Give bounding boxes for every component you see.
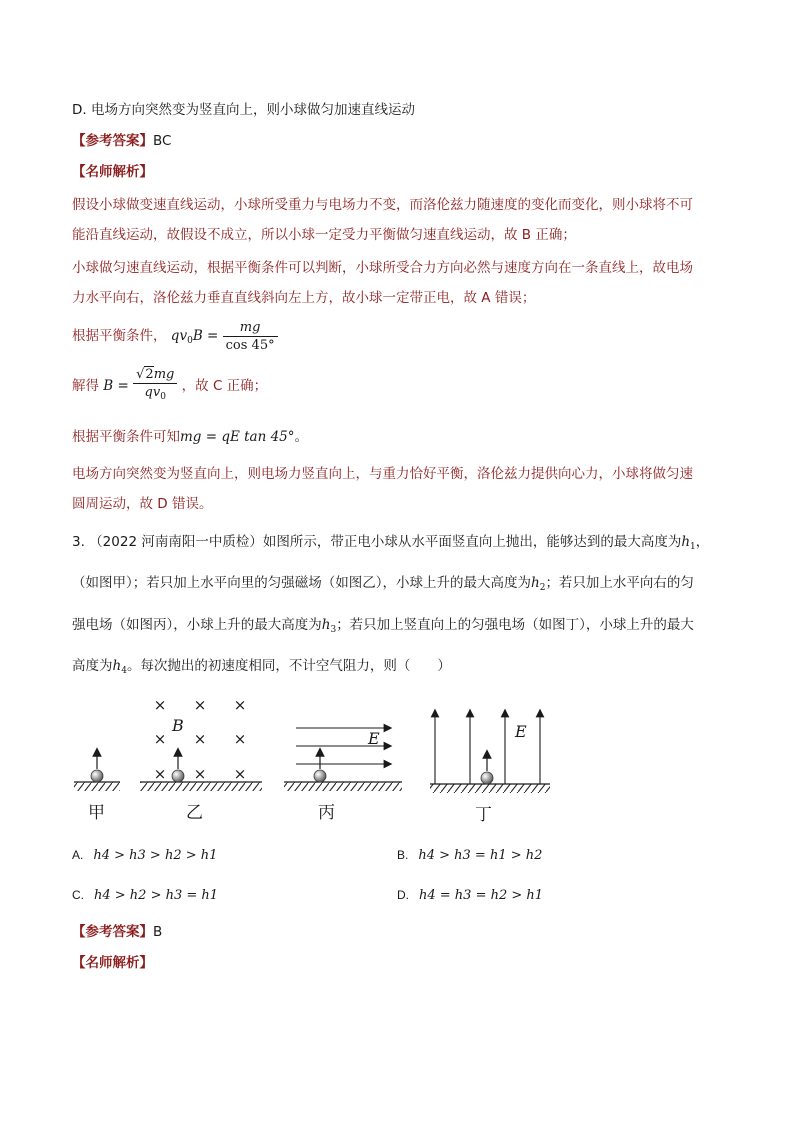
q3-analysis-label: 【名师解析】 [72,955,153,971]
eq1-lhs-sub: 0 [187,336,193,346]
option-b-text: h4 > h3 = h1 > h2 [418,848,543,863]
ball [172,770,184,782]
figure-yi [140,696,262,791]
q3-stem-4a: 高度为 [72,658,113,674]
magnetic-field-cross: × [233,730,247,748]
ground-hatch [140,782,262,791]
option-a-text: h4 > h3 > h2 > h1 [93,848,218,863]
figure-bing [284,728,402,791]
figure-label-bing: 丙 [318,803,335,823]
option-b[interactable] [397,846,542,865]
eq3-prefix: 根据平衡条件可知 [72,429,180,445]
figure-ding [430,713,550,793]
option-c[interactable] [72,886,218,905]
ball [481,772,493,784]
q3-stem-4b: 。每次抛出的初速度相同，不计空气阻力，则（ ） [126,658,451,674]
magnetic-field-cross: × [153,765,167,783]
q2-para1-line2: 能沿直线运动，故假设不成立，所以小球一定受力平衡做匀速直线运动，故 B 正确； [72,227,576,243]
option-c-text: h4 > h2 > h3 = h1 [94,888,219,903]
eq1-prefix: 根据平衡条件， [72,328,167,344]
q3-h3: h [321,617,331,633]
ground-hatch [74,782,120,791]
q3-stem-2a: （如图甲）；若只加上水平向里的匀强磁场（如图乙），小球上升的最大高度为 [72,575,531,591]
option-c-label: C. [72,888,84,902]
q3-stem-3b: ；若只加上竖直向上的匀强电场（如图丁），小球上升的最大 [336,617,694,633]
q3-h4-sub: 4 [121,666,127,676]
eq1-numerator: mg [223,319,278,337]
eq1-lhs-b: B = [192,328,219,344]
e-field-label: E [515,722,527,741]
figure-label-yi: 乙 [186,803,203,823]
q3-stem-1: 3. （2022 河南南阳一中质检）如图所示，带正电小球从水平面竖直向上抛出，能够达到的最大高度为 [72,534,682,550]
sqrt-symbol: √2 [136,367,154,382]
magnetic-field-cross: × [153,730,167,748]
eq2-suffix: ，故 C 正确； [181,378,268,394]
magnetic-field-cross: × [153,696,167,714]
magnetic-field-cross: × [233,765,247,783]
option-d-text: h4 = h3 = h2 > h1 [419,888,544,903]
q3-h3-sub: 3 [330,625,337,635]
q3-h2-sub: 2 [539,583,546,593]
q3-answer-line [72,922,162,942]
eq2-denominator-sub: 0 [160,392,166,402]
figure-jia [74,752,120,791]
figure-label-ding: 丁 [475,805,492,825]
magnetic-field-cross: × [233,696,247,714]
answer-label: 【参考答案】 [72,133,153,149]
q2-analysis-label: 【名师解析】 [72,164,153,180]
ground-hatch [284,782,402,791]
answer-value: B [153,924,163,940]
option-a-label: A. [72,848,84,862]
answer-label: 【参考答案】 [72,924,153,940]
eq3-formula: mg = qE tan 45° [180,429,295,445]
eq2-numerator-mg: mg [153,367,175,382]
ground-hatch [430,784,550,793]
q2-para2-line1: 小球做匀速直线运动，根据平衡条件可以判断，小球所受合力方向必然与速度方向在一条直线上，故电场 [72,260,693,276]
magnetic-field-cross: × [193,696,207,714]
eq1-denominator: cos 45° [225,337,275,353]
q3-h1-sub: 1 [690,542,696,552]
prev-option-d: D. 电场方向突然变为竖直向上，则小球做匀加速直线运动 [72,102,415,118]
q3-stem-3a: 强电场（如图丙），小球上升的最大高度为 [72,617,322,633]
e-field-label: E [368,729,380,748]
q3-stem-2b: ；若只加上水平向右的匀 [545,575,694,591]
option-d[interactable] [397,886,543,905]
q3-h2: h [531,575,540,591]
eq2-denominator: qv [144,385,161,400]
ball [314,770,326,782]
q3-h1: h [681,534,691,550]
q2-para6-line1: 电场方向突然变为竖直向上，则电场力竖直向上，与重力恰好平衡，洛伦兹力提供向心力，小球将做匀速 [72,466,693,482]
ball [91,770,103,782]
q2-para1-line1: 假设小球做变速直线运动，小球所受重力与电场力不变，而洛伦兹力随速度的变化而变化，则小球将不可 [72,197,693,213]
magnetic-field-cross: × [193,730,207,748]
figure-label-jia: 甲 [88,803,105,823]
eq3-suffix: 。 [294,429,309,445]
q3-h4: h [112,658,122,674]
option-d-label: D. [397,888,409,902]
eq2-lhs: B = [103,378,129,394]
magnetic-field-cross: × [193,765,207,783]
eq2-prefix: 解得 [72,378,99,394]
q2-para2-line2: 力水平向右，洛伦兹力垂直直线斜向左上方，故小球一定带正电，故 A 错误； [72,290,536,306]
b-field-label: B [172,716,184,735]
q2-para6-line2: 圆周运动，故 D 错误。 [72,496,213,512]
answer-value: BC [153,133,172,149]
eq1-lhs: qv [170,328,188,344]
q3-stem-1-end: ， [695,534,710,550]
option-b-label: B. [397,848,409,862]
sqrt-radicand: 2 [145,367,154,382]
option-a[interactable] [72,846,217,865]
